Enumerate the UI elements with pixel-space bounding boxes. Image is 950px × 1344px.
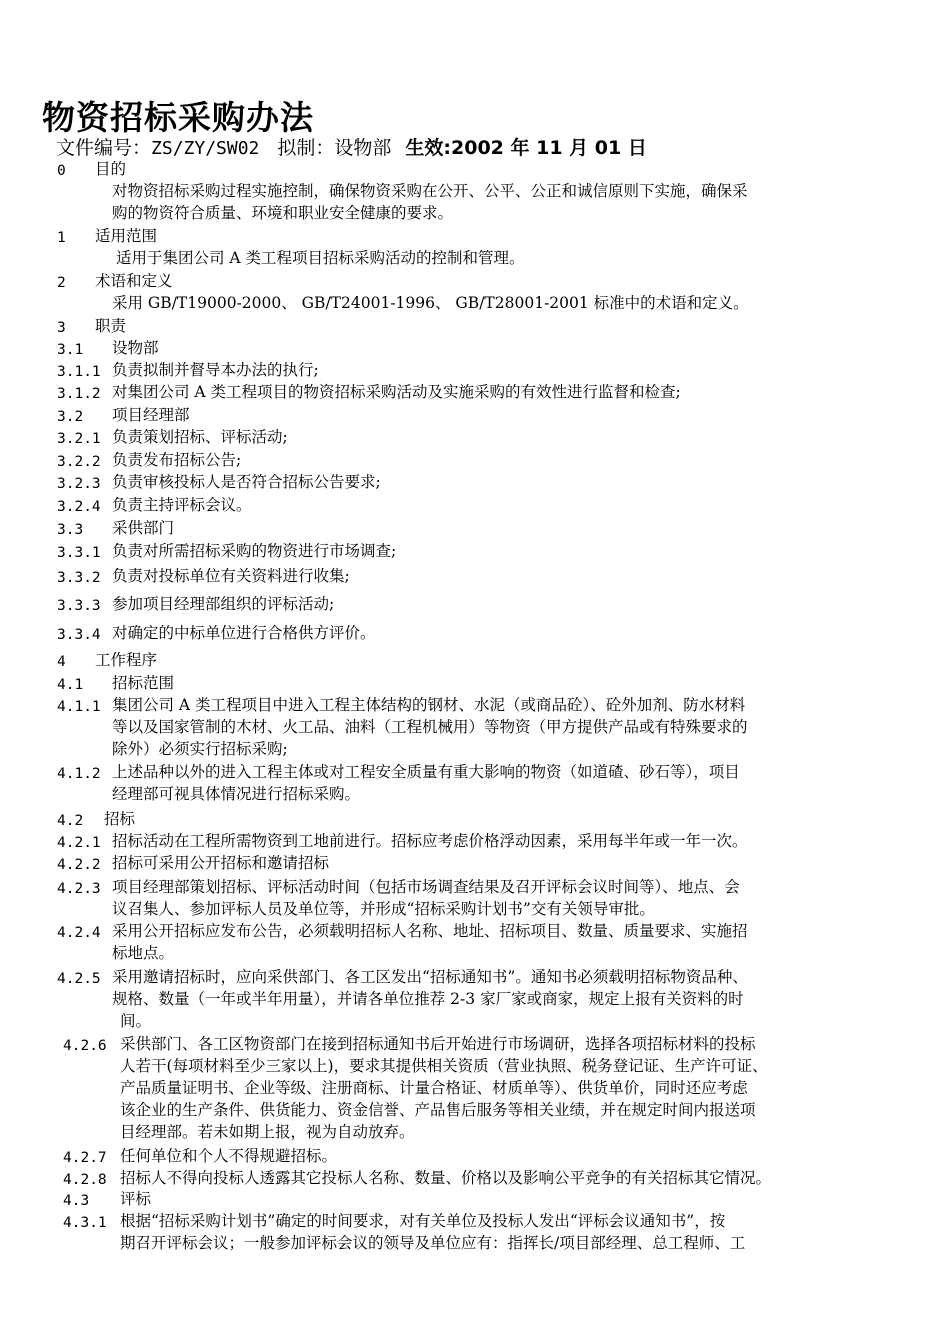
section-number: 2 bbox=[57, 275, 66, 291]
section-number: 4.2.7 bbox=[63, 1150, 107, 1166]
section-number: 3.2.1 bbox=[57, 431, 101, 447]
line-text: 采供部门、各工区物资部门在接到招标通知书后开始进行市场调研，选择各项招标材料的投标 bbox=[120, 1035, 756, 1053]
line-text: 该企业的生产条件、供货能力、资金信誉、产品售后服务等相关业绩，并在规定时间内报送项 bbox=[120, 1101, 756, 1119]
section-number: 4.2.8 bbox=[63, 1172, 107, 1188]
section-number: 4.2.6 bbox=[63, 1038, 107, 1054]
line-text: 采用公开招标应发布公告，必须载明招标人名称、地址、招标项目、数量、质量要求、实施招 bbox=[112, 922, 748, 940]
line-text: 负责拟制并督导本办法的执行; bbox=[112, 361, 319, 379]
line-text: 议召集人、参加评标人员及单位等，并形成“招标采购计划书”交有关领导审批。 bbox=[112, 900, 655, 918]
section-number: 4.2.1 bbox=[57, 835, 101, 851]
line-text: 任何单位和个人不得规避招标。 bbox=[120, 1147, 338, 1165]
section-number: 3.3.1 bbox=[57, 545, 101, 561]
section-number: 4.2 bbox=[57, 813, 84, 829]
line-text: 经理部可视具体情况进行招标采购。 bbox=[112, 785, 361, 803]
section-number: 4.3 bbox=[63, 1193, 90, 1209]
section-number: 4.1.1 bbox=[57, 699, 101, 715]
line-text: 负责策划招标、评标活动; bbox=[112, 428, 288, 446]
line-text: 负责对所需招标采购的物资进行市场调查; bbox=[112, 542, 397, 560]
line-text: 招标可采用公开招标和邀请招标 bbox=[112, 854, 330, 872]
line-text: 工作程序 bbox=[95, 651, 158, 669]
line-text: 招标活动在工程所需物资到工地前进行。招标应考虑价格浮动因素，采用每半年或一年一次。 bbox=[112, 832, 748, 850]
line-text: 间。 bbox=[120, 1012, 152, 1030]
line-text: 采用邀请招标时，应向采供部门、各工区发出“招标通知书”。通知书必须载明招标物资品种、 bbox=[112, 968, 748, 986]
line-text: 招标 bbox=[104, 810, 136, 828]
line-text: 适用于集团公司 A 类工程项目招标采购活动的控制和管理。 bbox=[116, 249, 525, 267]
section-number: 3.2.3 bbox=[57, 476, 101, 492]
section-number: 3.2.4 bbox=[57, 499, 101, 515]
file-number-label: 文件编号： bbox=[56, 137, 152, 159]
line-text: 目的 bbox=[95, 160, 127, 178]
section-number: 4.2.5 bbox=[57, 971, 101, 987]
line-text: 人若干(每项材料至少三家以上)，要求其提供相关资质（营业执照、税务登记证、生产许可证、 bbox=[120, 1057, 768, 1075]
section-number: 4.1 bbox=[57, 677, 84, 693]
section-number: 3.3.4 bbox=[57, 627, 101, 643]
file-number: ZS/ZY/SW02 bbox=[151, 138, 260, 159]
line-text: 项目经理部 bbox=[112, 406, 190, 424]
section-number: 4.2.2 bbox=[57, 857, 101, 873]
line-text: 招标范围 bbox=[112, 674, 175, 692]
line-text: 项目经理部策划招标、评标活动时间（包括市场调查结果及召开评标会议时间等）、地点、会 bbox=[112, 878, 740, 896]
line-text: 负责对投标单位有关资料进行收集; bbox=[112, 567, 350, 585]
line-text: 除外）必须实行招标采购; bbox=[112, 740, 288, 758]
line-text: 对确定的中标单位进行合格供方评价。 bbox=[112, 624, 376, 642]
line-text: 术语和定义 bbox=[95, 272, 173, 290]
line-text: 采供部门 bbox=[112, 519, 175, 537]
section-number: 3.1.1 bbox=[57, 364, 101, 380]
line-text: 负责审核投标人是否符合招标公告要求; bbox=[112, 473, 381, 491]
drafter: 拟制：设物部 bbox=[277, 137, 392, 159]
line-text: 根据“招标采购计划书”确定的时间要求，对有关单位及投标人发出“评标会议通知书”，按 bbox=[120, 1212, 726, 1230]
section-number: 4.3.1 bbox=[63, 1215, 107, 1231]
line-text: 设物部 bbox=[112, 339, 159, 357]
line-text: 参加项目经理部组织的评标活动; bbox=[112, 595, 335, 613]
section-number: 3.1.2 bbox=[57, 386, 101, 402]
section-number: 4 bbox=[57, 654, 66, 670]
line-text: 采用 GB/T19000-2000、 GB/T24001-1996、 GB/T28001-2001 标准中的术语和定义。 bbox=[112, 294, 749, 312]
line-text: 对集团公司 A 类工程项目的物资招标采购活动及实施采购的有效性进行监督和检查; bbox=[112, 383, 681, 401]
section-number: 3.3.2 bbox=[57, 570, 101, 586]
line-text: 适用范围 bbox=[95, 227, 158, 245]
section-number: 1 bbox=[57, 230, 66, 246]
line-text: 负责主持评标会议。 bbox=[112, 496, 252, 514]
line-text: 标地点。 bbox=[112, 944, 175, 962]
section-number: 4.2.4 bbox=[57, 925, 101, 941]
section-number: 3.3.3 bbox=[57, 598, 101, 614]
line-text: 产品质量证明书、企业等级、注册商标、计量合格证、材质单等）、供货单价，同时还应考虑 bbox=[120, 1079, 748, 1097]
section-number: 3 bbox=[57, 320, 66, 336]
line-text: 集团公司 A 类工程项目中进入工程主体结构的钢材、水泥（或商品砼）、砼外加剂、防水材料 bbox=[112, 696, 746, 714]
line-text: 上述品种以外的进入工程主体或对工程安全质量有重大影响的物资（如道碴、砂石等），项目 bbox=[112, 763, 740, 781]
line-text: 购的物资符合质量、环境和职业安全健康的要求。 bbox=[112, 204, 454, 222]
line-text: 评标 bbox=[120, 1190, 152, 1208]
section-number: 3.1 bbox=[57, 342, 84, 358]
section-number: 3.3 bbox=[57, 522, 84, 538]
section-number: 3.2 bbox=[57, 409, 84, 425]
line-text: 期召开评标会议；一般参加评标会议的领导及单位应有：指挥长/项目部经理、总工程师、工 bbox=[120, 1234, 746, 1252]
line-text: 招标人不得向投标人透露其它投标人名称、数量、价格以及影响公平竞争的有关招标其它情况。 bbox=[120, 1169, 772, 1187]
line-text: 对物资招标采购过程实施控制，确保物资采购在公开、公平、公正和诚信原则下实施，确保采 bbox=[112, 182, 748, 200]
section-number: 4.1.2 bbox=[57, 766, 101, 782]
section-number: 4.2.3 bbox=[57, 881, 101, 897]
line-text: 负责发布招标公告; bbox=[112, 451, 242, 469]
line-text: 职责 bbox=[95, 317, 127, 335]
effective-date: 生效:2002 年 11 月 01 日 bbox=[405, 137, 647, 159]
section-number: 3.2.2 bbox=[57, 454, 101, 470]
line-text: 等以及国家管制的木材、火工品、油料（工程机械用）等物资（甲方提供产品或有特殊要求的 bbox=[112, 718, 748, 736]
document-title: 物资招标采购办法 bbox=[42, 98, 314, 137]
section-number: 0 bbox=[57, 163, 66, 179]
line-text: 规格、数量（一年或半年用量），并请各单位推荐 2-3 家厂家或商家，规定上报有关资料的时 bbox=[112, 990, 744, 1008]
document-meta bbox=[56, 133, 647, 160]
line-text: 目经理部。若未如期上报，视为自动放弃。 bbox=[120, 1123, 415, 1141]
